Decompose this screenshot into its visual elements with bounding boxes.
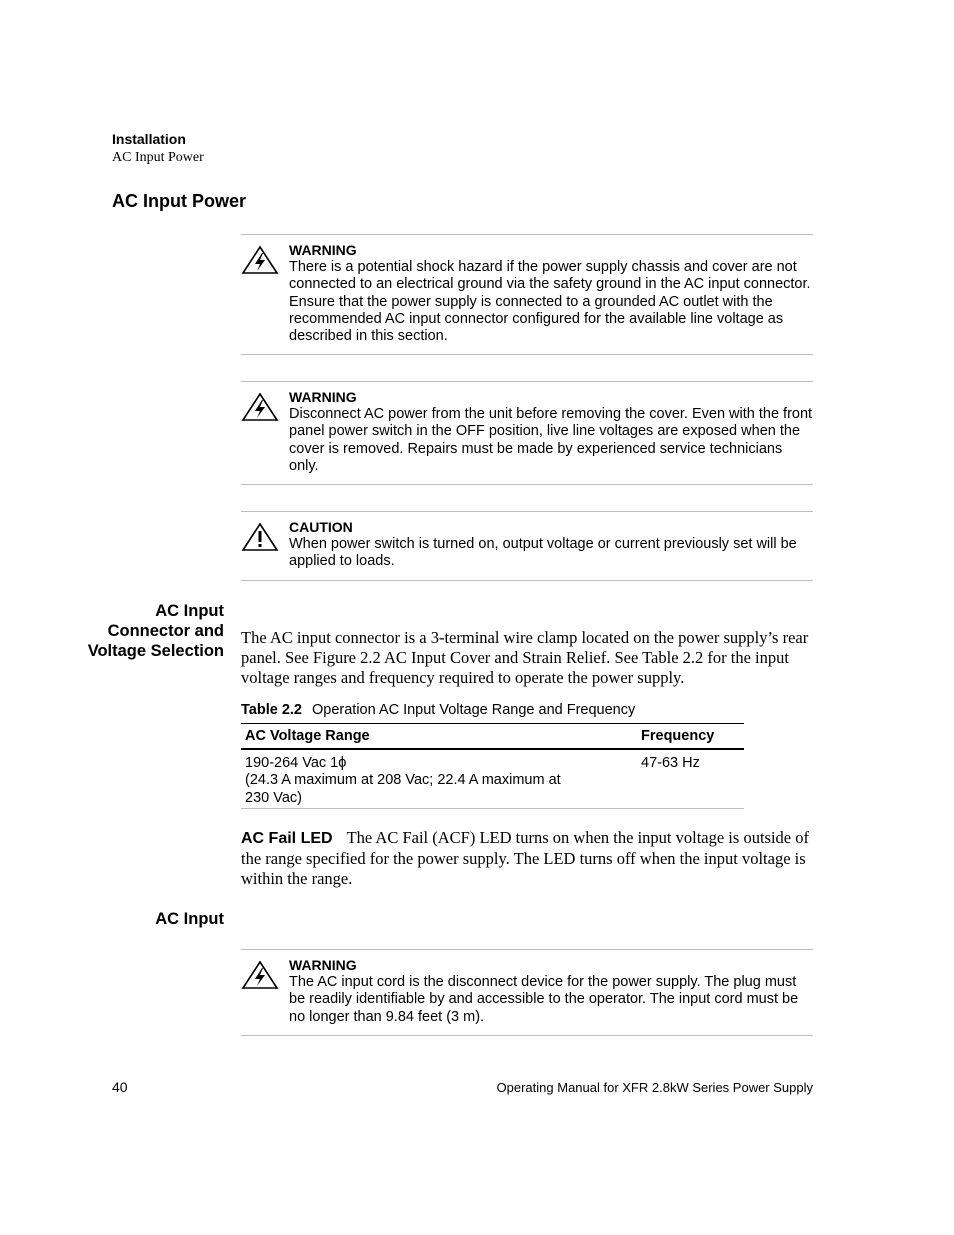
running-header-section: AC Input Power — [112, 150, 204, 165]
side-heading-ac-input: AC Input — [155, 910, 224, 928]
column-header-voltage: AC Voltage Range — [245, 728, 370, 744]
notice-label: WARNING — [289, 957, 357, 973]
page-title: AC Input Power — [112, 191, 246, 211]
cell-frequency: 47-63 Hz — [641, 755, 700, 771]
ac-fail-label: AC Fail LED — [241, 830, 333, 847]
shock-hazard-icon — [241, 392, 279, 422]
table-row — [241, 750, 744, 809]
cell-voltage — [245, 755, 585, 807]
ac-fail-text: The AC Fail (ACF) LED turns on when the input voltage is outside of the range specified for the power supply. The LED turns off when the input voltage is within the range. — [241, 828, 809, 888]
ac-fail-paragraph — [241, 828, 816, 889]
shock-hazard-icon — [241, 245, 279, 275]
notice-text: Disconnect AC power from the unit before removing the cover. Even with the front panel power switch in the OFF position, live line voltages are exposed when the cover is removed. Repairs must be made by experienced service technicians only. — [289, 406, 813, 474]
notice-label: CAUTION — [289, 519, 353, 535]
caution-notice — [241, 511, 813, 581]
table-header-row — [241, 724, 744, 750]
cell-voltage-line1: 190-264 Vac 1ϕ — [245, 755, 347, 771]
cell-voltage-line2: (24.3 A maximum at 208 Vac; 22.4 A maximum at 230 Vac) — [245, 772, 561, 806]
connector-paragraph: The AC input connector is a 3-terminal wire clamp located on the power supply’s rear panel. See Figure 2.2 AC Input Cover and Strain Relief. See Table 2.2 for the input voltage ranges and frequency required to operate the power supply. — [241, 628, 809, 687]
warning-notice — [241, 381, 813, 485]
side-heading-connector: AC Input Connector and Voltage Selection — [87, 602, 224, 660]
column-header-frequency: Frequency — [641, 728, 715, 744]
warning-notice — [241, 234, 813, 355]
caution-exclamation-icon — [241, 522, 279, 552]
notice-label: WARNING — [289, 389, 357, 405]
notice-text: The AC input cord is the disconnect device for the power supply. The plug must be readily identifiable by and accessible to the operator. The input cord must be no longer than 9.84 feet (3 m). — [289, 974, 799, 1025]
page-number: 40 — [112, 1079, 128, 1095]
voltage-table — [241, 723, 744, 809]
shock-hazard-icon — [241, 960, 279, 990]
table-caption-text: Operation AC Input Voltage Range and Frequency — [311, 702, 636, 718]
footer-doc-title: Operating Manual for XFR 2.8kW Series Power Supply — [496, 1080, 813, 1095]
notice-label: WARNING — [289, 242, 357, 258]
notice-text: There is a potential shock hazard if the power supply chassis and cover are not connected to an electrical ground via the safety ground in the AC input connector. Ensure that the power supply is connected to a grounded AC outlet with the recommended AC input connector configured for the available line voltage as described in this section. — [289, 259, 811, 345]
running-header-chapter: Installation — [112, 131, 186, 147]
notice-text: When power switch is turned on, output voltage or current previously set will be applied to loads. — [289, 536, 797, 570]
table-caption-label: Table 2.2 — [241, 702, 302, 718]
warning-notice — [241, 949, 813, 1036]
table-caption — [241, 702, 635, 718]
